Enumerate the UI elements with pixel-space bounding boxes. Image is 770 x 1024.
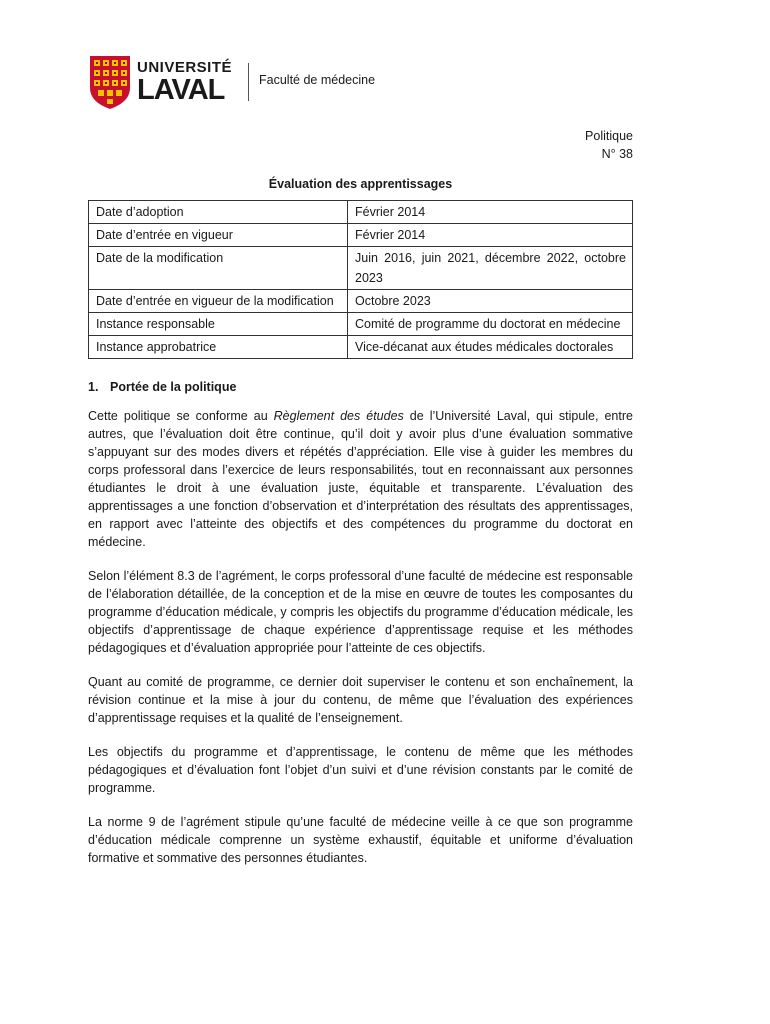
paragraph-4: Les objectifs du programme et d’apprentissage, le contenu de même que les méthodes pédagogiques et d’évaluation font l’objet d’un suivi et d’une révision constants par le comité de programme. (88, 745, 633, 795)
policy-info-table (88, 200, 633, 359)
table-cell-value: Octobre 2023 (348, 290, 633, 313)
section-number: 1. (88, 380, 99, 394)
table-cell-label: Date de la modification (89, 247, 348, 290)
section-heading (88, 378, 633, 396)
regulation-title: Règlement des études (273, 409, 404, 423)
table-cell-label: Date d’entrée en vigueur (89, 224, 348, 247)
paragraph-2: Selon l’élément 8.3 de l’agrément, le corps professoral d’une faculté de médecine est responsable de l’élaboration détaillée, de la conception et de la mise en œuvre de toutes les composantes du programme d’éducation médicale, y compris les objectifs du programme d’éducation médicale, les objectifs d’apprentissage de chaque expérience d’apprentissage requise et les méthodes pédagogiques et d’évaluation appropriée pour l’atteinte de ces objectifs. (88, 569, 633, 655)
table-row (89, 224, 633, 247)
paragraph-text: Cette politique se conforme au (88, 409, 274, 423)
table-row (89, 247, 633, 290)
section-scope (88, 378, 633, 883)
section-title: Portée de la politique (110, 380, 237, 394)
table-cell-value: Comité de programme du doctorat en médecine (348, 313, 633, 336)
university-logo (88, 54, 375, 110)
policy-type: Politique (585, 129, 633, 143)
logo-divider (248, 63, 249, 101)
policy-number: N° 38 (601, 147, 633, 161)
table-cell-value: Février 2014 (348, 224, 633, 247)
university-name-bottom: LAVAL (137, 73, 225, 106)
table-row (89, 201, 633, 224)
faculty-name: Faculté de médecine (259, 73, 376, 87)
table-cell-value: Février 2014 (348, 201, 633, 224)
paragraph-1 (88, 407, 633, 551)
table-cell-label: Date d’adoption (89, 201, 348, 224)
table-cell-label: Date d’entrée en vigueur de la modification (89, 290, 348, 313)
paragraph-3: Quant au comité de programme, ce dernier doit superviser le contenu et son enchaînement, la révision continue et la mise à jour du contenu, de même que l’évaluation des expériences d’apprentissage requises et la qualité de l’enseignement. (88, 675, 633, 725)
table-row (89, 313, 633, 336)
paragraph-5: La norme 9 de l’agrément stipule qu’une faculté de médecine veille à ce que son programme d’éducation médicale comprenne un système exhaustif, équitable et uniforme d’évaluation formative et sommative des personnes étudiantes. (88, 815, 633, 865)
policy-label (585, 127, 633, 163)
table-cell-label: Instance responsable (89, 313, 348, 336)
document-title: Évaluation des apprentissages (268, 177, 453, 191)
crest-icon (88, 54, 132, 110)
university-name-top: UNIVERSITÉ (137, 58, 233, 76)
table-cell-label: Instance approbatrice (89, 336, 348, 359)
table-row (89, 336, 633, 359)
table-row (89, 290, 633, 313)
table-cell-value: Vice-décanat aux études médicales doctorales (348, 336, 633, 359)
table-cell-value: Juin 2016, juin 2021, décembre 2022, octobre 2023 (348, 247, 633, 290)
paragraph-text: de l’Université Laval, qui stipule, entre autres, que l’évaluation doit être continue, qu’il doit y avoir plus d’une évaluation sommative s’appuyant sur des modes divers et répétés d’appréciation. Elle vise à guider les membres du corps professoral dans l’exercice de leurs responsabilités, tout en reconnaissant aux personnes étudiantes le droit à une évaluation juste, équitable et transparente. L’évaluation des apprentissages a une fonction d’observation et d’interprétation des résultats des apprentissages, en rapport avec l’atteinte des objectifs et des compétences du programme du doctorat en médecine. (88, 409, 633, 549)
